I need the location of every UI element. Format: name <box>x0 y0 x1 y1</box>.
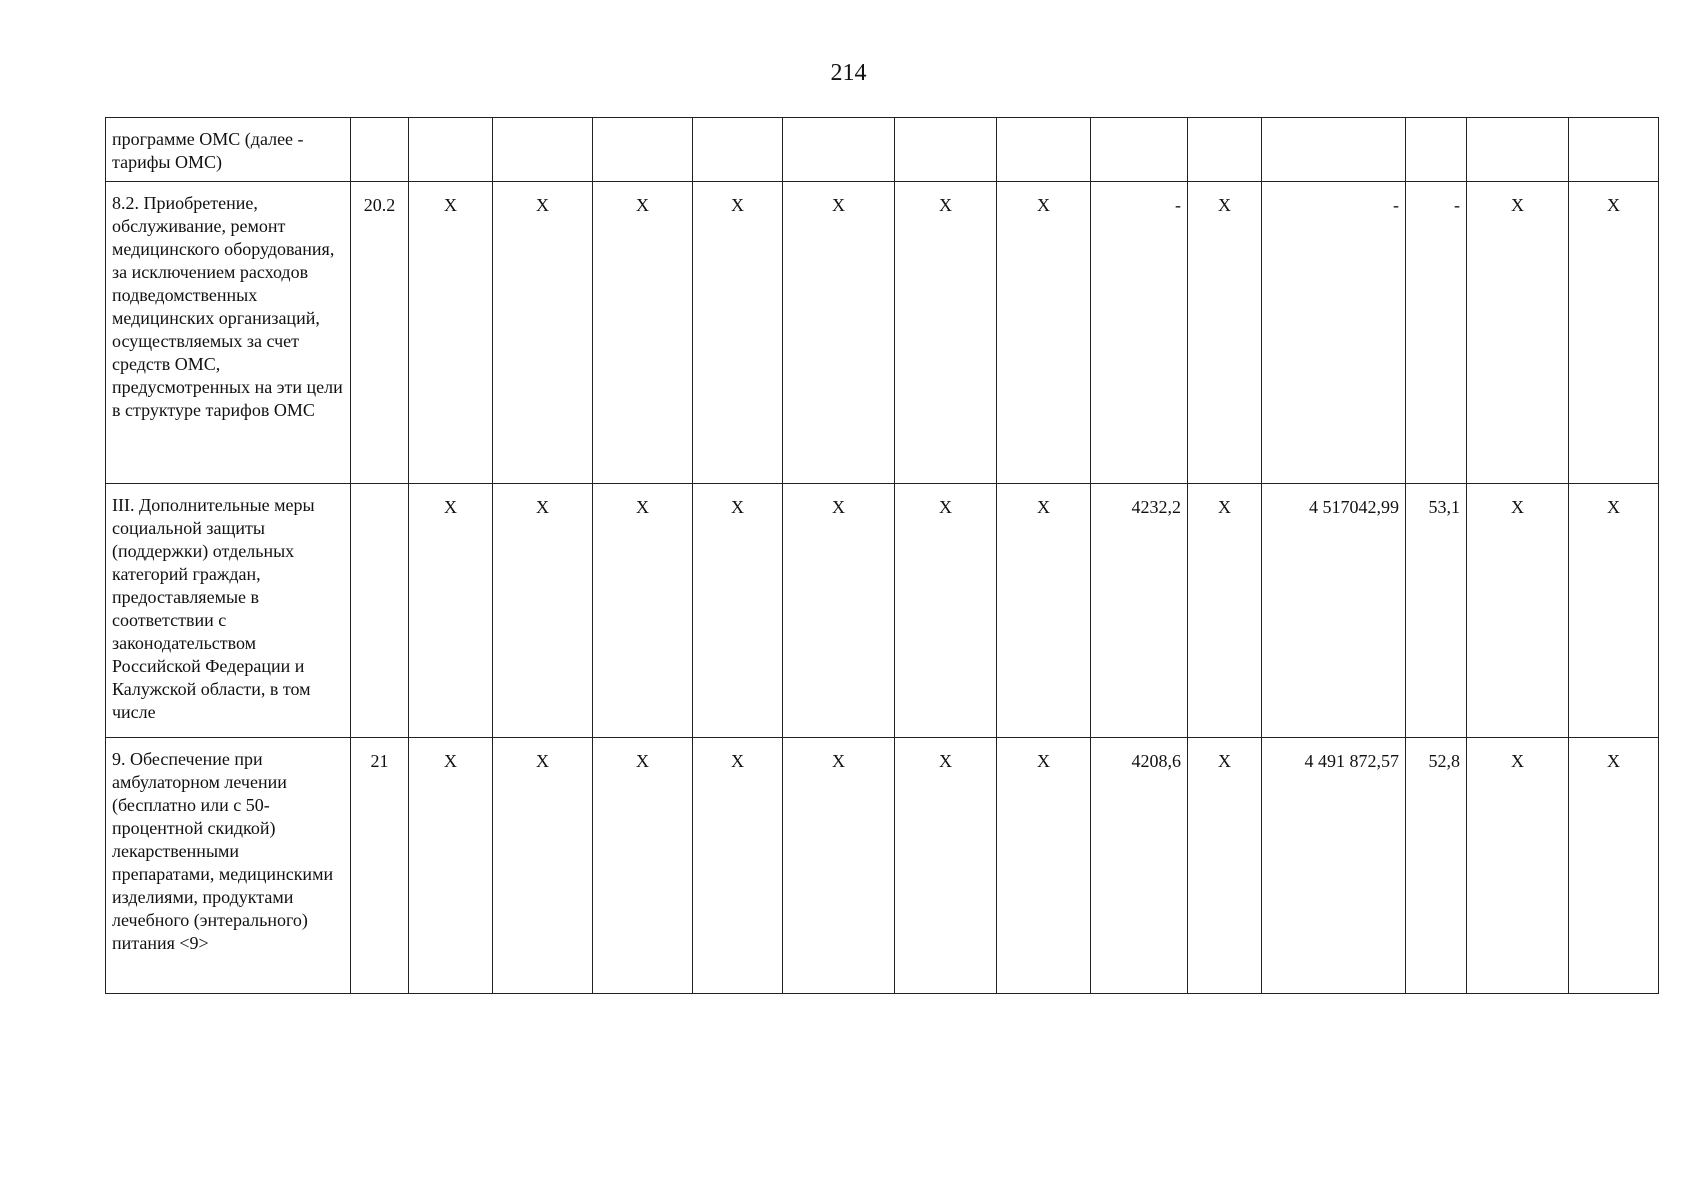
table-cell: 4232,2 <box>1091 484 1188 738</box>
table-cell: X <box>997 484 1091 738</box>
table-cell: X <box>783 182 895 484</box>
table-cell: X <box>693 484 783 738</box>
table-cell: X <box>409 484 493 738</box>
table-cell: X <box>493 182 593 484</box>
table-cell: X <box>493 484 593 738</box>
table-cell: X <box>409 182 493 484</box>
table-cell: X <box>593 182 693 484</box>
table-cell: X <box>1188 484 1262 738</box>
table-cell <box>409 118 493 182</box>
table-cell: X <box>409 738 493 994</box>
table-cell: X <box>1467 484 1569 738</box>
table-cell: X <box>997 182 1091 484</box>
table-cell: 21 <box>351 738 409 994</box>
table-cell: X <box>1569 738 1659 994</box>
table-cell <box>693 118 783 182</box>
table-cell: X <box>493 738 593 994</box>
table-cell: X <box>1467 182 1569 484</box>
table-cell: X <box>895 484 997 738</box>
table-row <box>106 738 1659 994</box>
table-cell: 4 491 872,57 <box>1262 738 1406 994</box>
table-cell <box>1467 118 1569 182</box>
table-cell: 4208,6 <box>1091 738 1188 994</box>
table-cell <box>351 484 409 738</box>
table-cell <box>1091 118 1188 182</box>
table-cell <box>1188 118 1262 182</box>
table-row <box>106 118 1659 182</box>
table-cell: X <box>1188 738 1262 994</box>
table-row <box>106 182 1659 484</box>
table-cell: 52,8 <box>1406 738 1467 994</box>
table-cell: X <box>783 484 895 738</box>
data-table <box>105 117 1659 994</box>
table-cell: X <box>693 738 783 994</box>
table-cell: X <box>997 738 1091 994</box>
table-cell: 53,1 <box>1406 484 1467 738</box>
table-body <box>106 118 1659 994</box>
table-cell <box>997 118 1091 182</box>
table-cell <box>351 118 409 182</box>
table-row <box>106 484 1659 738</box>
table-cell: X <box>1188 182 1262 484</box>
table-cell <box>783 118 895 182</box>
table-cell: 4 517042,99 <box>1262 484 1406 738</box>
table-cell <box>1406 118 1467 182</box>
table-cell: X <box>783 738 895 994</box>
table-cell: X <box>693 182 783 484</box>
table-cell: 20.2 <box>351 182 409 484</box>
page-number: 214 <box>830 60 867 86</box>
table-cell: X <box>593 484 693 738</box>
table-cell <box>493 118 593 182</box>
table-cell: - <box>1091 182 1188 484</box>
table-cell: X <box>895 738 997 994</box>
row-description: 8.2. Приобретение, обслуживание, ремонт медицинского оборудования, за исключением расходов подведомственных медицинских организаций, осуществляемых за счет средств ОМС, предусмотренных на эти цели в структуре тарифов ОМС <box>106 182 351 484</box>
table-cell: - <box>1262 182 1406 484</box>
table-cell: X <box>1569 484 1659 738</box>
table-cell <box>593 118 693 182</box>
table-cell <box>1569 118 1659 182</box>
table-cell: X <box>1569 182 1659 484</box>
table-cell: - <box>1406 182 1467 484</box>
table-cell: X <box>895 182 997 484</box>
table-cell <box>1262 118 1406 182</box>
table-cell: X <box>593 738 693 994</box>
table-cell <box>895 118 997 182</box>
row-description: III. Дополнительные меры социальной защиты (поддержки) отдельных категорий граждан, предоставляемые в соответствии с законодательством Российской Федерации и Калужской области, в том числе <box>106 484 351 738</box>
row-description: 9. Обеспечение при амбулаторном лечении (бесплатно или с 50-процентной скидкой) лекарственными препаратами, медицинскими изделиями, продуктами лечебного (энтерального) питания <9> <box>106 738 351 994</box>
table-cell: X <box>1467 738 1569 994</box>
row-description: программе ОМС (далее - тарифы ОМС) <box>106 118 351 182</box>
